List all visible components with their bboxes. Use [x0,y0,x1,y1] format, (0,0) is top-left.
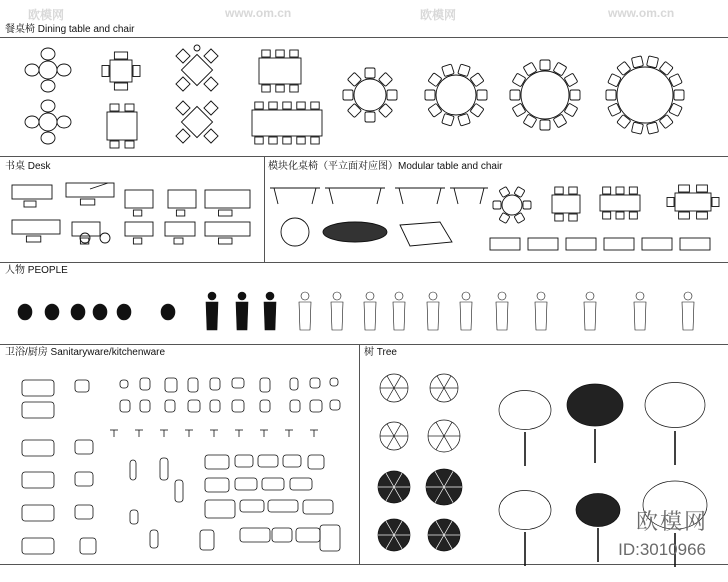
modular-rect-chair [555,214,563,221]
sanitary-fixture [75,440,93,454]
sanitary-fixture [330,400,340,410]
sanitary-fixture [165,378,177,392]
watermark-brand: 欧模网 [420,8,457,22]
dining-chair [41,132,55,144]
sanitary-fixture [290,378,298,390]
sanitary-fixture [22,380,54,396]
dining-round14-chair [659,115,673,129]
desk-chair [24,201,36,207]
modular-rect-chair [697,212,708,219]
dining-round14-chair [674,90,684,100]
person-head [208,292,216,300]
dining-chair [204,77,218,91]
dining-square-chair [133,66,140,77]
sanitary-fixture [272,528,292,542]
sanitary-fixture [240,528,270,542]
dining-round8-chair [387,90,397,100]
modular-round-chair [493,201,501,209]
sanitary-fixture [160,458,168,480]
dining-chair [176,101,190,115]
tree-plan-branch [444,436,452,450]
sanitary-fixture [330,378,338,386]
dining-chair [25,116,39,128]
dining-round10-chair [442,64,455,77]
dining-chair [204,129,218,143]
dining-title: 餐桌椅 Dining table and chair [5,24,135,35]
dining-long-chair [290,50,298,57]
desk-symbols [12,183,250,244]
person-body [299,302,311,330]
person-head [71,304,85,320]
tree-plan-branch [387,436,394,448]
desk-top [125,190,153,208]
person-head [636,292,644,300]
dining-round12-chair [553,114,567,128]
dining-round12-chair [510,90,520,100]
dining-round10-chair [470,103,484,117]
dining-chair [41,80,55,92]
dining-rect-chair [110,104,119,111]
modular-round-top [281,218,309,246]
modular-rect-chair [697,185,708,192]
sanitary-fixture [22,402,54,418]
dining-round14-chair [617,115,631,129]
dining-square-table [110,60,132,82]
dining-round14-chair [631,56,643,68]
sanitary-fixture [232,400,244,412]
modular-leaf-top [323,222,387,242]
dining-round14-chair [631,122,643,134]
modular-leg [377,188,381,204]
dining-long-chair [262,50,270,57]
sanitary-fixture [283,455,301,467]
watermark-url: www.om.cn [225,6,292,20]
modular-leg [480,188,484,204]
person-body [535,302,547,330]
desk-chair [174,238,183,244]
person-body [496,302,508,330]
sanitary-title: 卫浴/厨房 Sanitaryware/kitchenware [5,347,166,358]
modular-rect-table [675,193,711,211]
person-head [333,292,341,300]
person-head [462,292,470,300]
dining-chair [41,100,55,112]
person-body [364,302,376,330]
modular-rect-chair [555,187,563,194]
dining-square-chair [114,52,127,59]
dining-round12-chair [564,103,578,117]
dining-round12-chair [512,73,526,87]
sanitary-fixture [232,378,244,388]
dining-round12-chair [570,90,580,100]
dining-small-table [39,61,57,79]
modular-rect-chair [616,212,624,219]
person-body [393,302,405,330]
modular-leg [329,188,333,204]
modular-leg [274,188,278,204]
sanitary-fixture [140,378,150,390]
dining-round8-chair [365,68,375,78]
dining-round10-chair [428,103,442,117]
sanitary-fixture [188,400,200,412]
dining-round14-chair [647,122,659,134]
sanitary-fixture [22,505,54,521]
dining-round8-chair [378,103,392,117]
modular-rect-chair [603,187,611,194]
dining-round8-chair [347,103,361,117]
tree-plan-branch [394,424,401,436]
tree-plan-branch [387,424,394,436]
tree-plan-branch [444,376,451,388]
dining-long-chair [255,137,263,144]
person-body [236,302,248,330]
sanitary-fixture [120,400,130,412]
sanitary-fixture [258,455,278,467]
dining-round14-table [617,67,673,123]
desk-top [12,185,52,199]
modular-rect-table [552,195,580,213]
dining-long-chair [269,137,277,144]
dining-round10-chair [425,90,435,100]
dining-chair [204,49,218,63]
desk-title: 书桌 Desk [5,161,51,172]
dining-rect-chair [125,141,134,148]
dining-square-chair [114,83,127,90]
sanitary-symbols [22,378,340,554]
person-head [18,304,32,320]
modular-rect-chair [667,198,674,207]
person-body [206,302,218,330]
watermark-url: www.om.cn [608,6,675,20]
person-body [427,302,439,330]
dining-chair [57,116,71,128]
tree-plan-branch [394,376,401,388]
desk-top [72,222,100,236]
modular-rect-chair [569,214,577,221]
sanitary-fixture [310,400,322,412]
dining-long-chair [283,137,291,144]
dining-round10-table [436,75,476,115]
dining-round8-chair [343,90,353,100]
modular-rect-chair [603,212,611,219]
dining-round8-chair [347,72,361,86]
dining-round10-chair [470,73,484,87]
dining-round10-chair [477,90,487,100]
dining-long-chair [276,50,284,57]
dining-long-table [259,58,301,84]
dining-long-chair [269,102,277,109]
sanitary-fixture [120,380,128,388]
dining-symbols [25,45,684,148]
dining-round12-chair [523,114,537,128]
tree-plan-branch [437,376,444,388]
dining-chair [176,77,190,91]
dining-round12-table [521,71,569,119]
tree-plan-branch [394,388,401,400]
dining-long-chair [297,102,305,109]
person-head [586,292,594,300]
dining-chair [176,49,190,63]
tree-symbols [378,374,707,567]
dining-round14-chair [617,61,631,75]
desk-chair [219,238,233,244]
person-head [266,292,274,300]
dining-round14-chair [659,61,673,75]
dining-diamond-table [181,54,212,85]
dining-round14-chair [606,90,616,100]
desk-top [125,222,153,236]
sanitary-fixture [175,480,183,502]
modular-leg [312,188,316,204]
sanitary-fixture [200,530,214,550]
tree-plan-branch [444,388,451,400]
dining-round10-chair [442,113,455,126]
dining-chair [204,101,218,115]
person-body [331,302,343,330]
dining-round12-chair [564,73,578,87]
desk-stool [100,233,110,243]
sanitary-fixture [22,472,54,488]
dining-chair [41,48,55,60]
dining-lamp [194,45,200,51]
desk-chair [176,210,184,216]
sanitary-fixture [165,400,175,412]
person-head [161,304,175,320]
tree-crown [499,391,551,430]
dining-long-chair [255,102,263,109]
person-head [395,292,403,300]
dining-round8-chair [378,72,392,86]
modular-leg [437,188,441,204]
sanitary-fixture [310,378,320,388]
modular-rect-chair [569,187,577,194]
sanitary-fixture [130,460,136,480]
sanitary-fixture [235,478,257,490]
sanitary-fixture [260,400,270,412]
dining-long-chair [311,102,319,109]
sanitary-fixture [140,400,150,412]
dining-round8-chair [365,112,375,122]
modular-bench-elevation [604,238,634,250]
modular-round-chair [523,201,531,209]
sanitary-fixture [268,500,298,512]
dining-long-chair [311,137,319,144]
sanitary-fixture [210,378,220,390]
people-symbols [18,292,694,330]
sanitary-fixture [240,500,264,512]
person-body [584,302,596,330]
dining-rect-chair [110,141,119,148]
sanitary-fixture [205,478,229,492]
dining-round14-chair [647,56,659,68]
dining-long-chair [283,102,291,109]
desk-lamp [90,183,108,189]
sanitary-fixture [296,528,320,542]
tree-plan-branch [436,436,444,450]
person-head [537,292,545,300]
sanitary-fixture [75,380,89,392]
dining-rect-chair [125,104,134,111]
modular-bench-elevation [528,238,558,250]
desk-chair [133,238,141,244]
person-head [117,304,131,320]
person-head [93,304,107,320]
sanitary-fixture [290,400,300,412]
dining-round8-table [354,79,386,111]
sanitary-fixture [303,500,333,514]
dining-round12-chair [553,62,567,76]
sanitary-fixture [205,500,235,518]
watermark-id: ID:3010966 [618,540,706,559]
desk-top [12,220,60,234]
dining-round10-chair [458,64,471,77]
dining-round12-chair [523,62,537,76]
modular-rect-chair [679,212,690,219]
modular-bench-elevation [680,238,710,250]
sanitary-fixture [75,505,93,519]
sanitary-fixture [22,538,54,554]
dining-rect-table [107,112,137,140]
person-head [684,292,692,300]
person-head [366,292,374,300]
dining-round10-chair [428,73,442,87]
modular-leg [454,188,458,204]
modular-rect-chair [629,187,637,194]
person-head [498,292,506,300]
dining-chair [25,64,39,76]
dining-round12-chair [512,103,526,117]
person-body [634,302,646,330]
modular-tri-top [400,222,452,246]
sanitary-fixture [22,440,54,456]
sanitary-fixture [188,378,198,392]
person-head [429,292,437,300]
dining-long-table [252,110,322,136]
sanitary-fixture [150,530,158,548]
modular-bench-elevation [490,238,520,250]
desk-top [168,190,196,208]
sanitary-fixture [320,525,340,551]
sanitary-fixture [235,455,253,467]
modular-round-table [502,195,522,215]
tree-crown [645,383,705,428]
modular-rect-chair [679,185,690,192]
watermark-brand-large: 欧模网 [635,509,708,534]
tree-crown [567,384,623,426]
dining-chair [176,129,190,143]
sanitary-fixture [210,400,220,412]
sanitary-fixture [75,472,93,486]
person-head [45,304,59,320]
modular-bench-elevation [642,238,672,250]
desk-top [66,183,114,197]
desk-chair [26,236,40,242]
tree-crown [576,494,620,527]
modular-symbols [270,185,719,250]
dining-round10-chair [458,113,471,126]
dining-round12-chair [540,60,550,70]
desk-chair [219,210,233,216]
modular-rect-table [600,195,640,211]
sanitary-fixture [205,455,229,469]
desk-top [205,190,250,208]
dining-long-chair [276,85,284,92]
dining-long-chair [297,137,305,144]
modular-rect-chair [712,198,719,207]
tree-title: 树 Tree [364,347,397,358]
dining-small-table [39,113,57,131]
tree-plan-branch [387,376,394,388]
person-body [460,302,472,330]
dining-long-chair [290,85,298,92]
desk-chair [133,210,141,216]
modular-rect-chair [616,187,624,194]
sanitary-fixture [260,378,270,392]
tree-plan-branch [394,436,401,448]
dining-long-chair [262,85,270,92]
dining-round12-chair [540,120,550,130]
person-body [682,302,694,330]
modular-title: 模块化桌椅（平立面对应图）Modular table and chair [268,161,503,172]
people-title: 人物 PEOPLE [5,265,68,276]
person-head [238,292,246,300]
dining-diamond-table [181,106,212,137]
watermark-brand: 欧模网 [28,8,65,22]
desk-top [165,222,195,236]
tree-plan-branch [437,388,444,400]
sanitary-fixture [290,478,312,490]
dining-square-chair [102,66,109,77]
sanitary-fixture [308,455,324,469]
tree-crown [499,491,551,530]
desk-top [205,222,250,236]
desk-chair [80,199,94,205]
person-body [264,302,276,330]
sanitary-fixture [80,538,96,554]
tree-plan-branch [387,388,394,400]
modular-rect-chair [629,212,637,219]
person-head [301,292,309,300]
sanitary-fixture [262,478,284,490]
sanitary-fixture [130,510,138,524]
modular-leg [399,188,403,204]
dining-chair [57,64,71,76]
modular-bench-elevation [566,238,596,250]
tree-plan-branch [444,422,452,436]
tree-plan-branch [436,422,444,436]
